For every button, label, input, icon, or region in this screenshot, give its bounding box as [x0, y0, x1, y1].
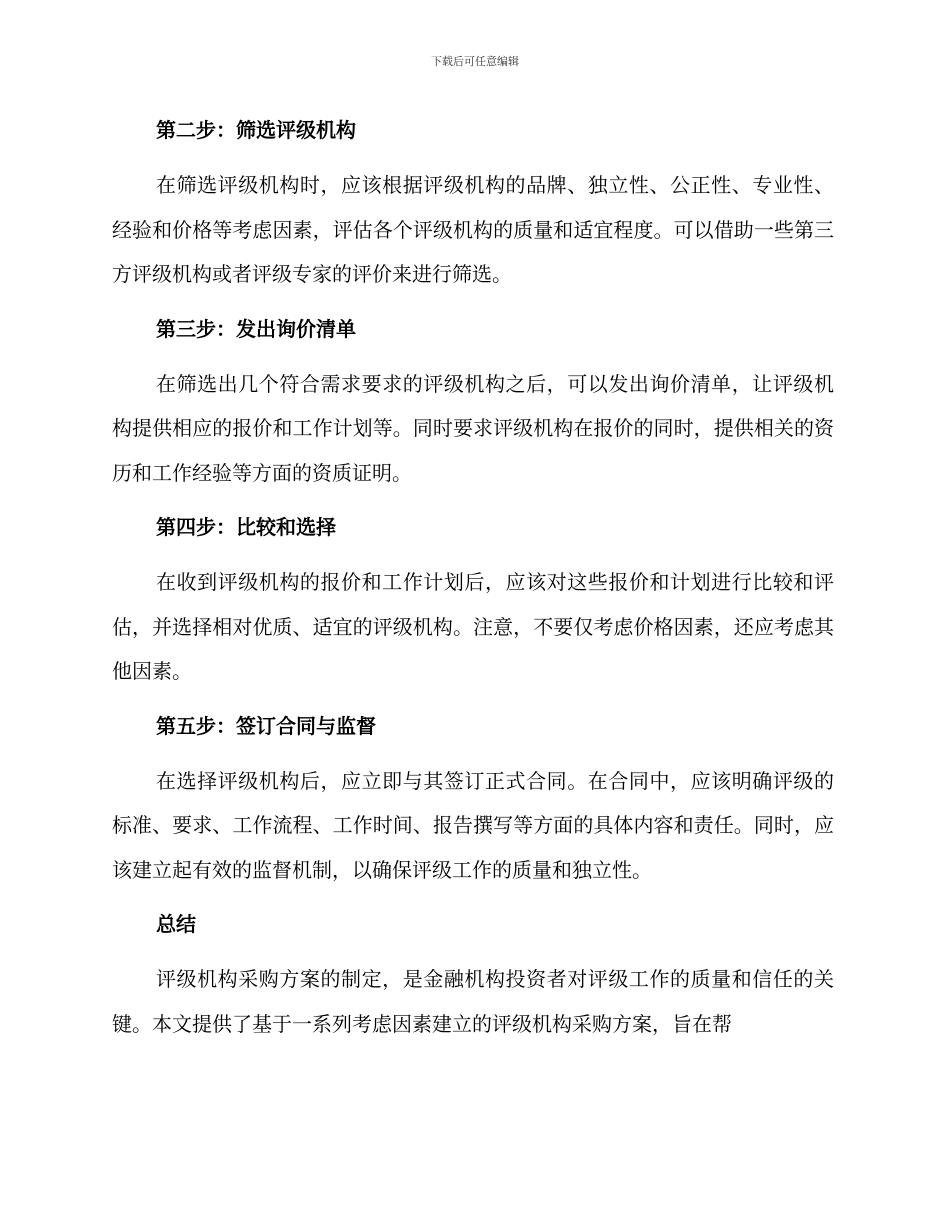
- section-paragraph-summary: 评级机构采购方案的制定，是金融机构投资者对评级工作的质量和信任的关键。本文提供了基于一系列考虑因素建立的评级机构采购方案，旨在帮: [112, 967, 834, 1036]
- section-heading-step-two: 第二步：筛选评级机构: [156, 118, 356, 142]
- document-body: [112, 110, 834, 1058]
- section-paragraph-step-five: 在选择评级机构后，应立即与其签订正式合同。在合同中，应该明确评级的标准、要求、工作流程、工作时间、报告撰写等方面的具体内容和责任。同时，应该建立起有效的监督机制，以确保评级工作的质量和独立性。: [112, 768, 834, 882]
- section-paragraph-step-four: 在收到评级机构的报价和工作计划后，应该对这些报价和计划进行比较和评估，并选择相对优质、适宜的评级机构。注意，不要仅考虑价格因素，还应考虑其他因素。: [112, 570, 834, 683]
- page-header-note: 下载后可任意编辑: [431, 55, 519, 68]
- section-heading-summary: 总结: [156, 912, 196, 936]
- section-heading-step-five: 第五步：签订合同与监督: [156, 713, 376, 738]
- section-paragraph-step-two: 在筛选评级机构时，应该根据评级机构的品牌、独立性、公正性、专业性、经验和价格等考虑因素，评估各个评级机构的质量和适宜程度。可以借助一些第三方评级机构或者评级专家的评价来进行筛选。: [112, 173, 834, 286]
- section-heading-step-three: 第三步：发出询价清单: [156, 316, 356, 341]
- section-heading-step-four: 第四步：比较和选择: [156, 515, 336, 539]
- section-paragraph-step-three: 在筛选出几个符合需求要求的评级机构之后，可以发出询价清单，让评级机构提供相应的报价和工作计划等。同时要求评级机构在报价的同时，提供相关的资历和工作经验等方面的资质证明。: [112, 371, 834, 485]
